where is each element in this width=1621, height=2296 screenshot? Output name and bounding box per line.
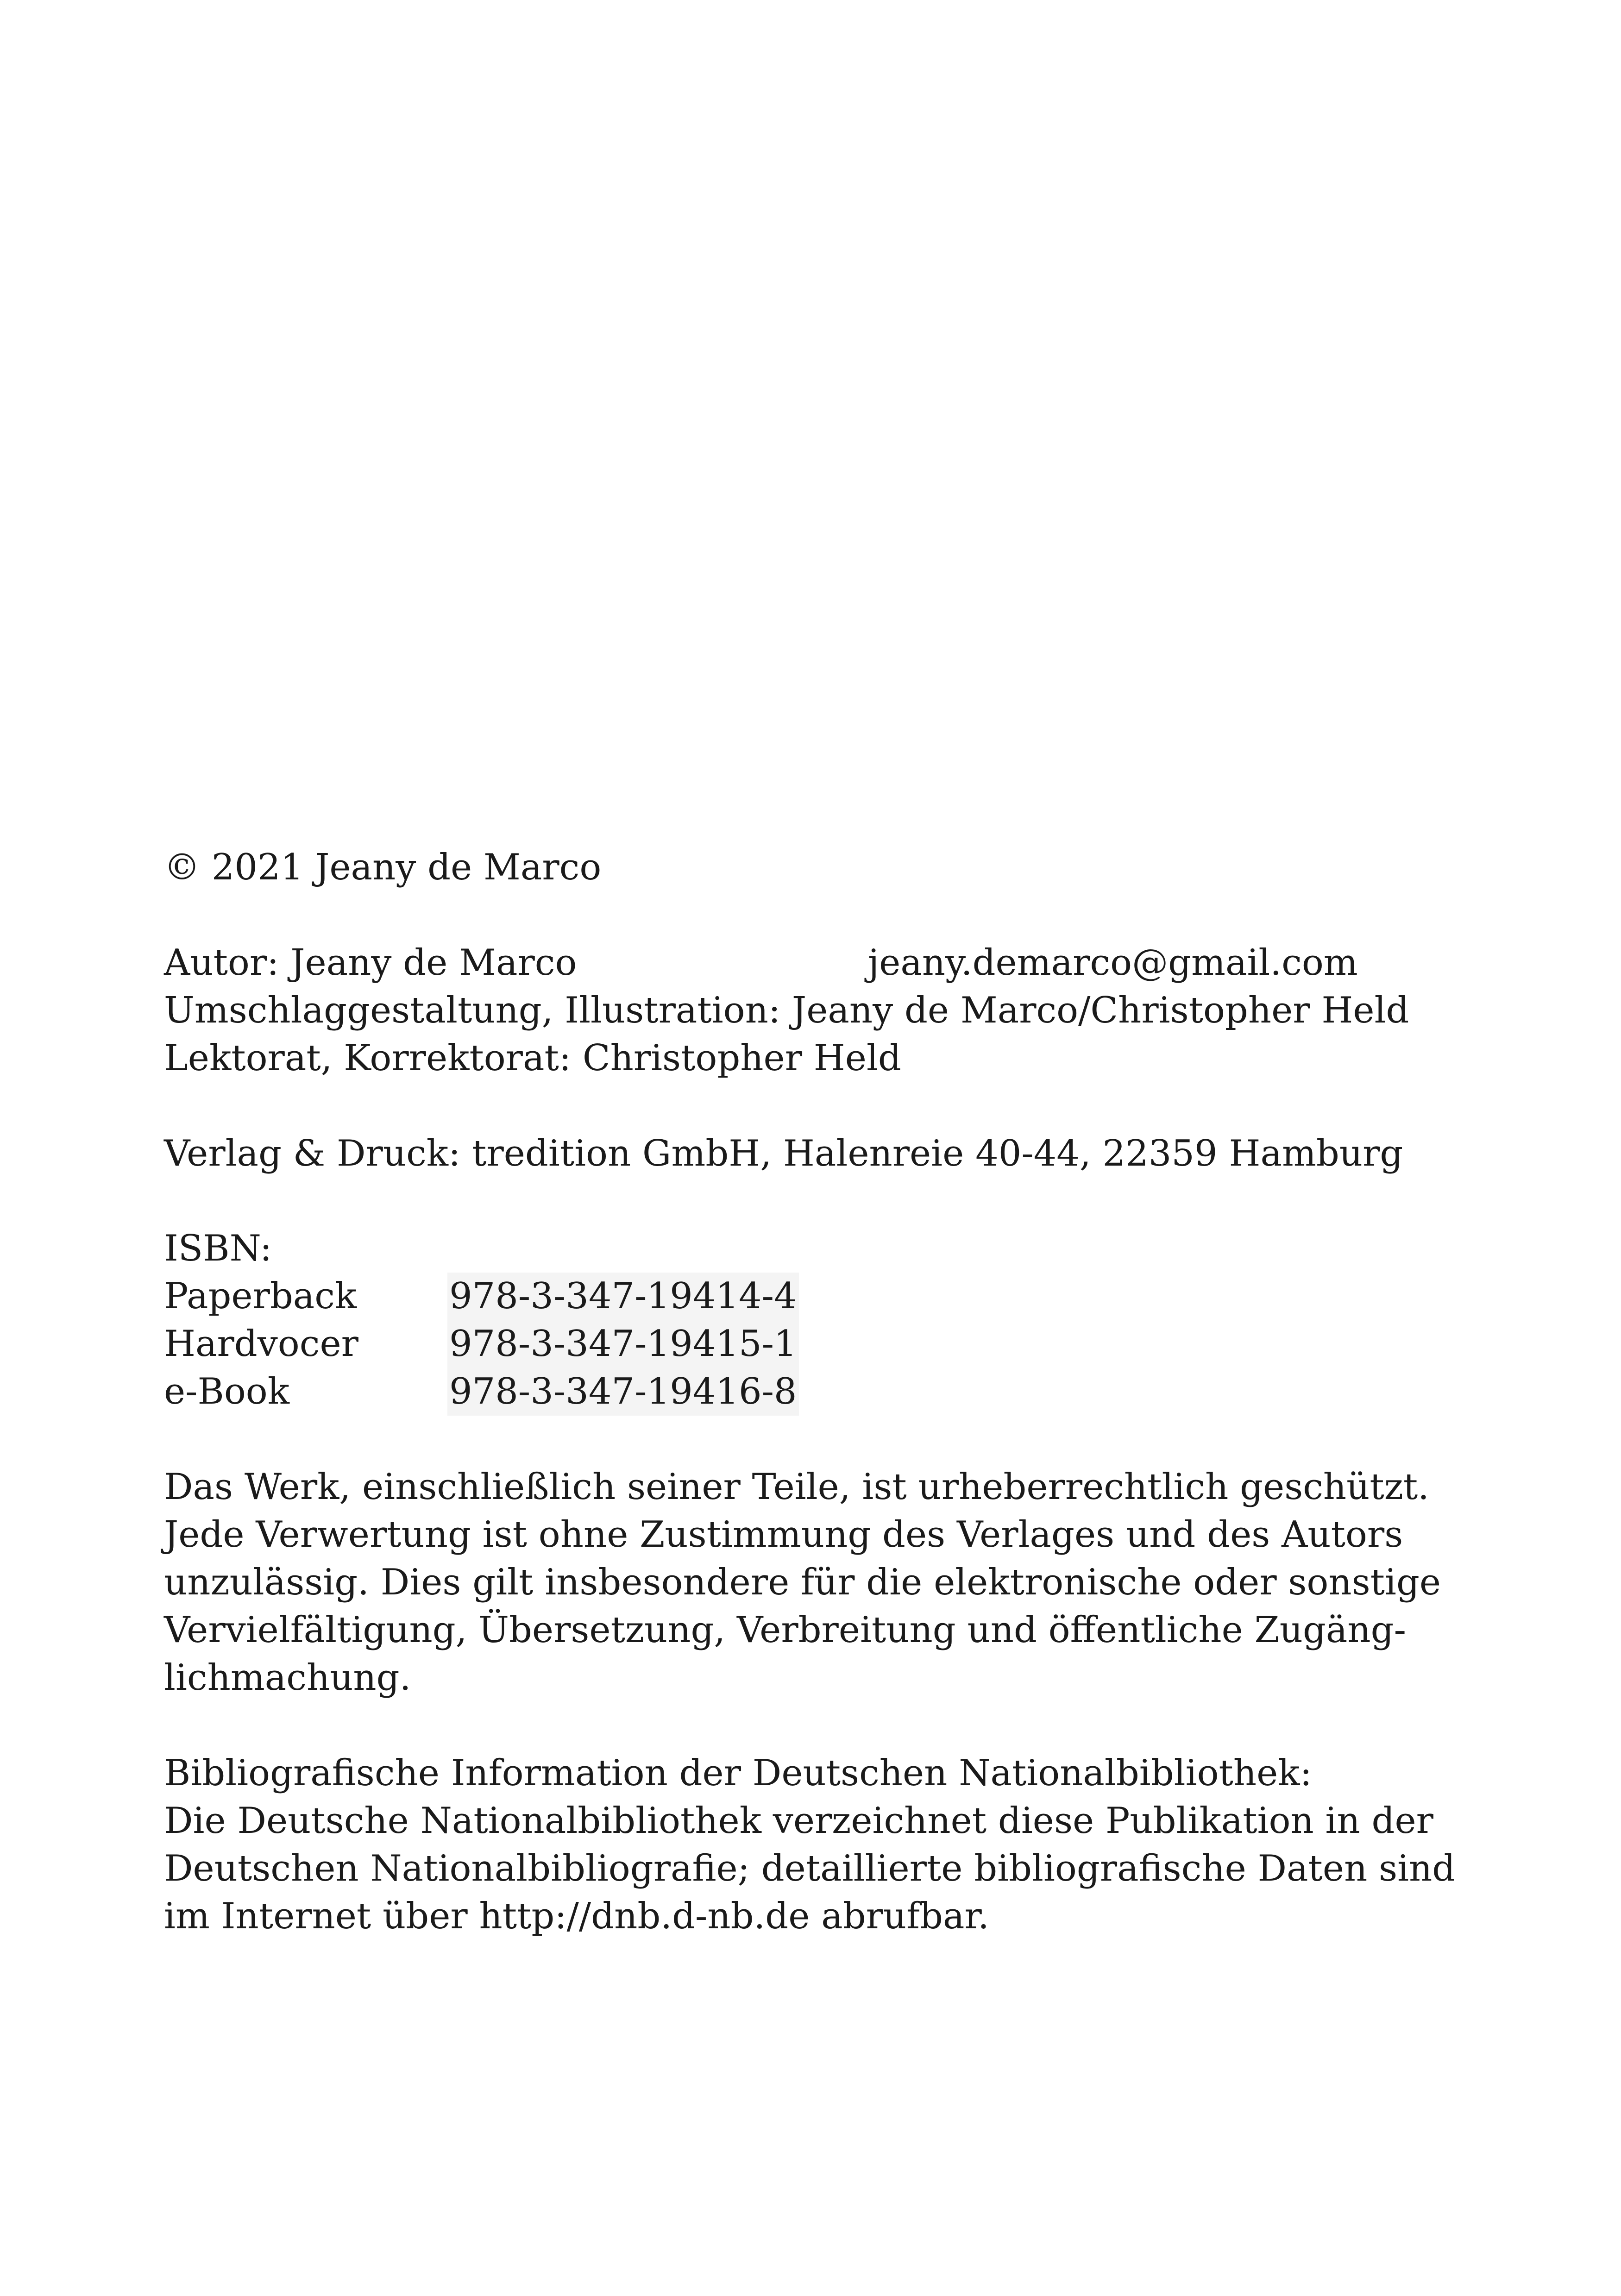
author-email: jeany.demarco@gmail.com [868,942,1358,984]
bibliography-line: im Internet über http://dnb.d-nb.de abrufbar. [164,1895,989,1937]
cover-credit: Umschlaggestaltung, Illustration: Jeany de Marco/Christopher Held [164,990,1409,1031]
isbn-row [164,1273,1414,1320]
copyright-block [164,844,1414,891]
copyright-notice: © 2021 Jeany de Marco [164,847,602,888]
isbn-number: 978-3-347-19415-1 [447,1320,799,1368]
isbn-number: 978-3-347-19416-8 [447,1368,799,1416]
isbn-row [164,1320,1414,1368]
credits-block [164,939,1414,1082]
isbn-block [164,1225,1414,1416]
isbn-format: Hardvocer [164,1323,358,1365]
bibliography-paragraph [164,1750,1456,1940]
rights-line: Jede Verwertung ist ohne Zustimmung des Verlages und des Autors [164,1514,1403,1556]
isbn-format: e-Book [164,1371,290,1412]
bibliography-line: Die Deutsche Nationalbibliothek verzeichnet diese Publikation in der [164,1800,1433,1842]
rights-line: unzulässig. Dies gilt insbesondere für die elektronische oder sonstige [164,1562,1441,1603]
isbn-row [164,1368,1414,1416]
author-credit: Autor: Jeany de Marco [164,942,577,984]
isbn-heading: ISBN: [164,1228,272,1269]
bibliography-line: Deutschen Nationalbibliografie; detaillierte bibliografische Daten sind [164,1848,1456,1889]
isbn-number: 978-3-347-19414-4 [447,1273,799,1320]
publisher-address: Verlag & Druck: tredition GmbH, Halenreie 40-44, 22359 Hamburg [164,1133,1403,1174]
bibliography-line: Bibliografische Information der Deutschen Nationalbibliothek: [164,1752,1312,1794]
rights-line: lichmachung. [164,1657,411,1699]
rights-line: Das Werk, einschließlich seiner Teile, ist urheberrechtlich geschützt. [164,1466,1429,1508]
author-row [164,939,1414,987]
publisher-block [164,1130,1414,1178]
editing-credit: Lektorat, Korrektorat: Christopher Held [164,1037,901,1079]
rights-line: Vervielfältigung, Übersetzung, Verbreitung und öffentliche Zugäng- [164,1609,1406,1651]
isbn-format: Paperback [164,1275,357,1317]
rights-paragraph [164,1463,1441,1702]
